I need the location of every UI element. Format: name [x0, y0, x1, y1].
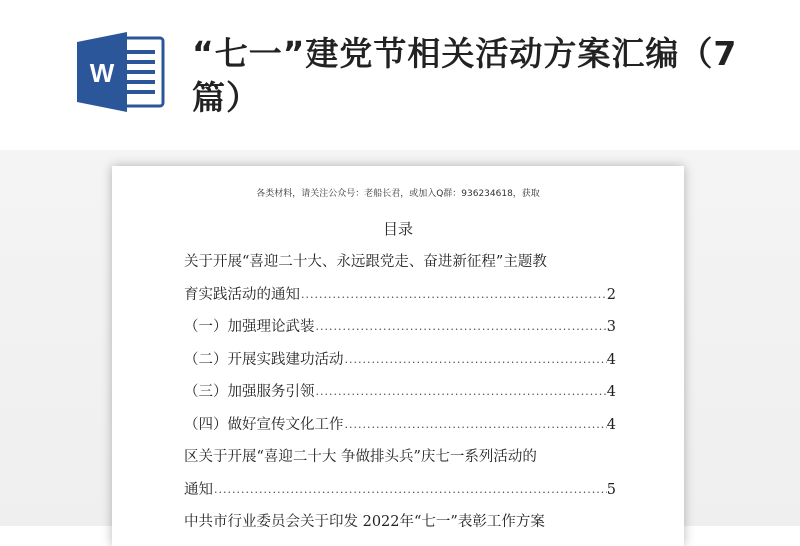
toc-page-number: 5 — [606, 481, 616, 498]
toc-page-number: 4 — [606, 416, 616, 433]
page-title: “七一”建党节相关活动方案汇编（7篇） — [192, 34, 738, 117]
toc-title: 目录 — [382, 220, 413, 238]
toc-leader — [315, 311, 607, 344]
toc-leader — [344, 344, 607, 377]
notice-text: 各类材料，请关注公众号：老船长君，或加入Q群：936234618，获取 — [256, 189, 540, 199]
toc-leader — [213, 474, 607, 507]
toc-entry-text: 育实践活动的通知 — [184, 286, 300, 303]
table-of-contents — [184, 246, 616, 539]
toc-entry[interactable] — [184, 474, 616, 507]
toc-entry-text: （二）开展实践建功活动 — [184, 351, 344, 368]
toc-page-number: 2 — [606, 286, 616, 303]
toc-leader — [300, 279, 607, 312]
document-page — [112, 166, 684, 546]
toc-entry[interactable] — [184, 311, 616, 344]
toc-entry[interactable] — [184, 506, 616, 539]
toc-entry-text: 区关于开展“喜迎二十大 争做排头兵”庆七一系列活动的 — [184, 449, 537, 465]
header — [0, 0, 800, 160]
toc-entry[interactable] — [184, 409, 616, 442]
toc-entry[interactable] — [184, 376, 616, 409]
toc-entry-text: （三）加强服务引领 — [184, 384, 315, 400]
toc-leader — [315, 376, 607, 409]
toc-page-number: 3 — [606, 319, 616, 335]
toc-entry[interactable] — [184, 344, 616, 377]
toc-entry[interactable] — [184, 441, 616, 474]
toc-entry-text: 中共市行业委员会关于印发 2022年“七一”表彰工作方案 — [184, 514, 545, 530]
toc-entry[interactable] — [184, 246, 616, 279]
toc-entry-text: 通知 — [184, 481, 213, 498]
toc-entry[interactable] — [184, 279, 616, 312]
toc-page-number: 4 — [606, 384, 616, 400]
word-document-icon — [77, 32, 165, 112]
svg-text:W: W — [89, 58, 115, 88]
toc-leader — [344, 409, 607, 442]
toc-entry-text: 关于开展“喜迎二十大、永远跟党走、奋进新征程”主题教 — [184, 254, 547, 270]
toc-entry-text: （一）加强理论武装 — [184, 319, 315, 335]
toc-page-number: 4 — [606, 351, 616, 368]
toc-entry-text: （四）做好宣传文化工作 — [184, 416, 344, 433]
